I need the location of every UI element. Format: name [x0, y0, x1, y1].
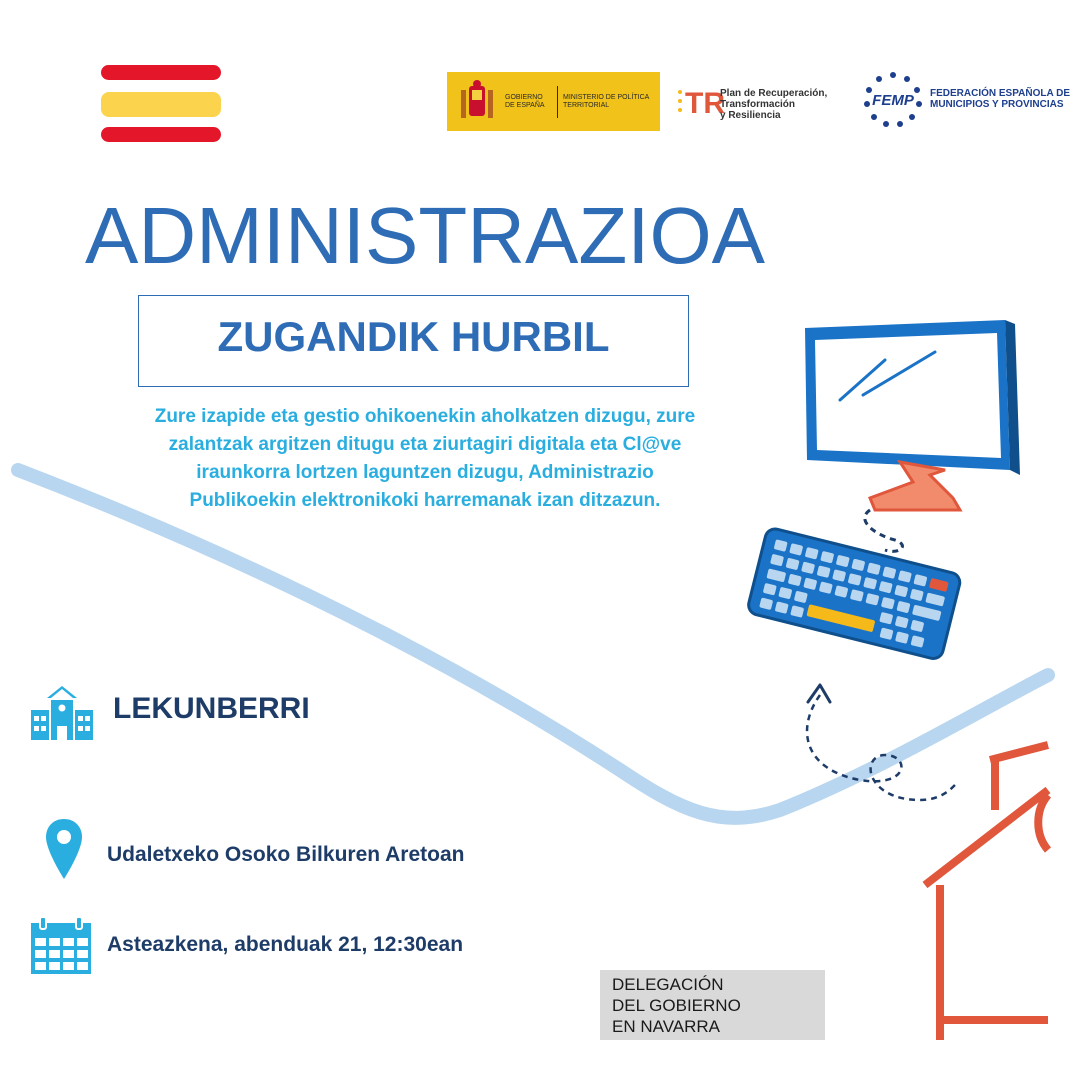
gobierno-text: GOBIERNO DE ESPAÑA — [505, 94, 545, 109]
town-hall-icon — [29, 684, 95, 742]
event-date: Asteazkena, abenduak 21, 12:30ean — [107, 933, 464, 956]
gobierno-logo — [447, 72, 660, 131]
monitor-icon — [805, 320, 1020, 510]
coat-of-arms-icon — [457, 80, 497, 124]
page-title: ADMINISTRAZIOA — [85, 191, 766, 280]
description-text: Zure izapide eta gestio ohikoenekin aholkatzen dizugu, zure zalantzak argitzen ditugu eta ziurtagiri digitala eta Cl@ve iraunkorra lortzen laguntzen dizugu, Administrazio Publikoekin elektronikoki harremanak izan ditzazun. — [154, 406, 696, 511]
location-pin-icon — [45, 818, 83, 880]
femp-stars-icon — [862, 70, 924, 128]
prtr-mark-icon — [676, 82, 725, 120]
prtr-text: Plan de Recuperación, Transformación y Resiliencia — [720, 88, 828, 121]
flag-yellow — [101, 92, 221, 117]
computer-keyboard-illustration — [735, 310, 1040, 810]
ministerio-text: MINISTERIO DE POLÍTICA TERRITORIAL — [563, 94, 649, 109]
event-place: Udaletxeko Osoko Bilkuren Aretoan — [107, 843, 465, 866]
page-subtitle: ZUGANDIK HURBIL — [217, 313, 610, 360]
calendar-icon — [30, 915, 92, 975]
femp-text: FEDERACIÓN ESPAÑOLA DE MUNICIPIOS Y PROVINCIAS — [930, 88, 1071, 110]
delegacion-text: DELEGACIÓN DEL GOBIERNO EN NAVARRA — [612, 975, 741, 1036]
event-town: LEKUNBERRI — [113, 692, 310, 725]
femp-mark: FEMP — [872, 92, 914, 109]
flag-red-bottom — [101, 127, 221, 142]
delegacion-logo — [600, 970, 825, 1040]
gov-divider — [557, 86, 558, 118]
flag-red-top — [101, 65, 221, 80]
keyboard-icon — [747, 527, 962, 661]
prtr-mark: TR — [685, 87, 725, 120]
